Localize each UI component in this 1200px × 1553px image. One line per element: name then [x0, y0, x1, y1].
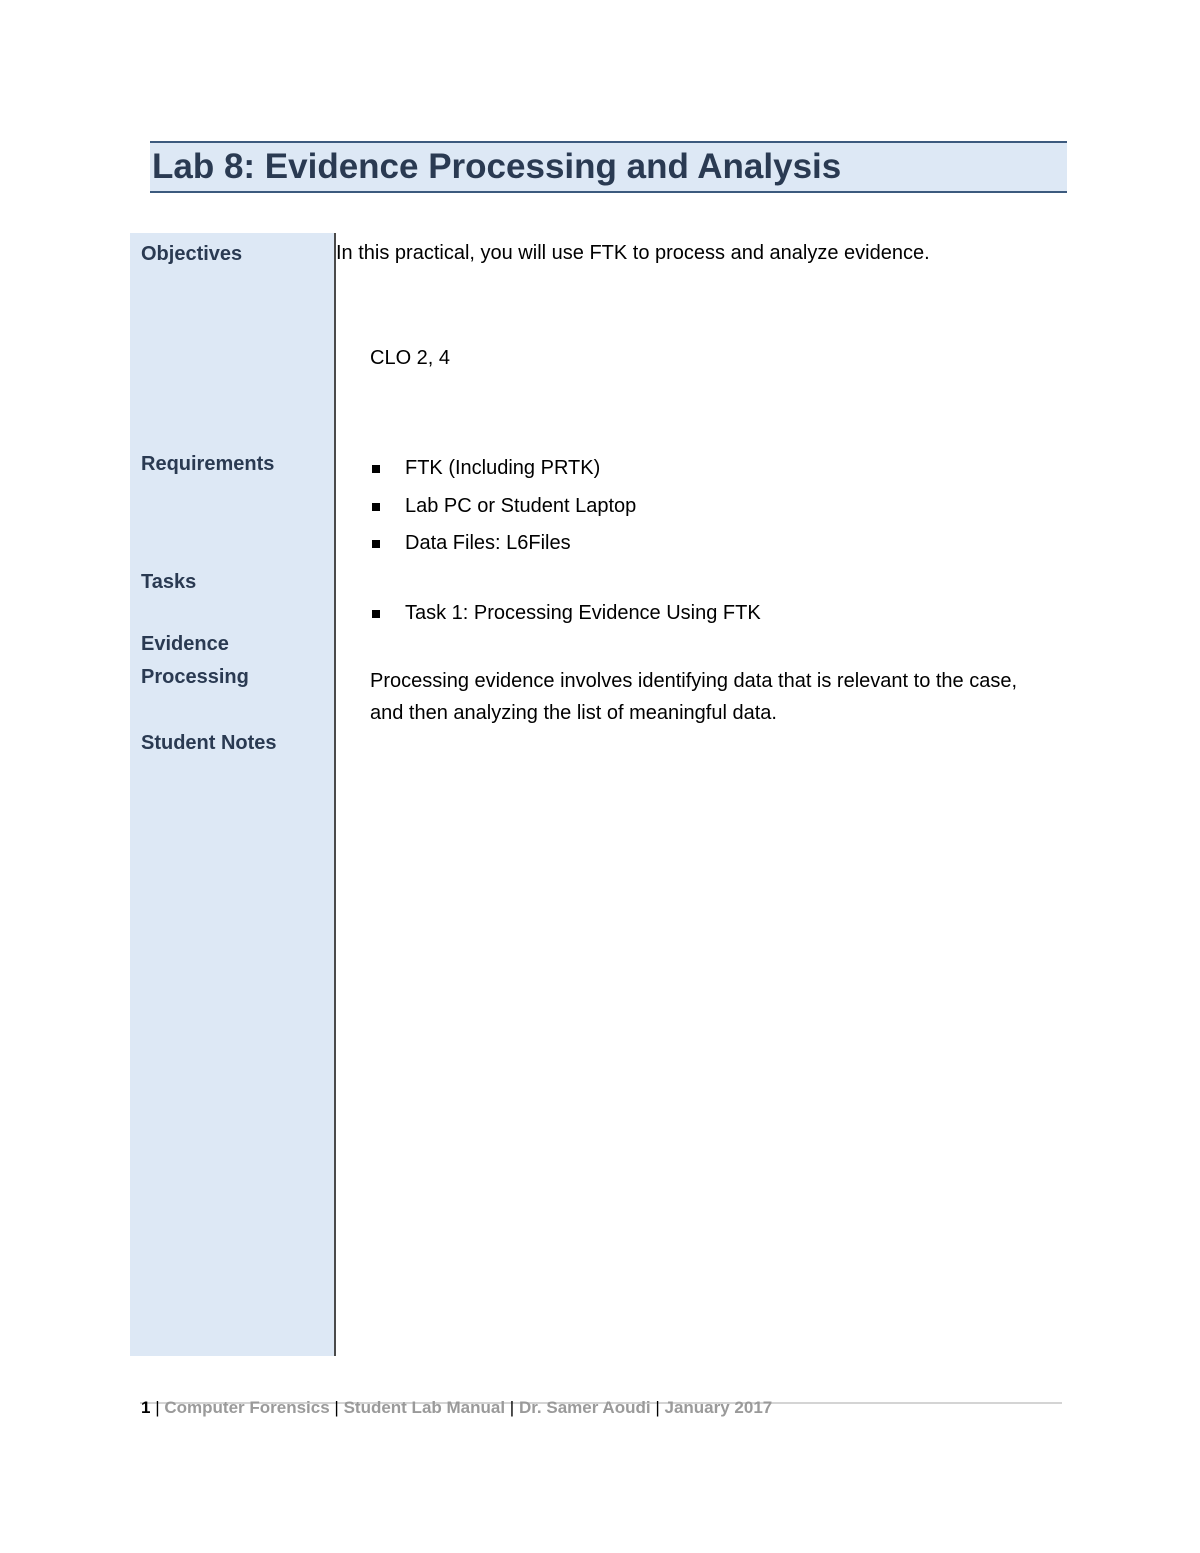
page-number: 1 [141, 1398, 151, 1417]
footer-separator: | [655, 1398, 660, 1417]
sidebar-label-tasks: Tasks [141, 571, 197, 593]
bullet-icon [372, 503, 380, 511]
footer-separator: | [509, 1398, 515, 1417]
clo-text: CLO 2, 4 [370, 347, 451, 369]
sidebar-label-evidence: Evidence [141, 633, 229, 655]
sidebar-label-student-notes: Student Notes [141, 732, 277, 754]
page-title: Lab 8: Evidence Processing and Analysis [152, 147, 842, 186]
bullet-icon [372, 540, 380, 548]
sidebar-label-objectives: Objectives [141, 243, 243, 265]
requirement-item: Data Files: L6Files [405, 532, 571, 554]
sidebar [130, 233, 336, 1356]
bullet-icon [372, 610, 380, 618]
footer-course: Computer Forensics [164, 1398, 330, 1417]
footer-manual: Student Lab Manual [343, 1398, 506, 1417]
title-banner [150, 141, 1067, 193]
sidebar-label-processing: Processing [141, 666, 249, 688]
footer-author: Dr. Samer Aoudi [518, 1398, 651, 1417]
task-item: Task 1: Processing Evidence Using FTK [405, 602, 761, 624]
requirement-item: FTK (Including PRTK) [405, 457, 601, 479]
footer-separator: | [155, 1398, 160, 1417]
sidebar-label-requirements: Requirements [141, 453, 275, 475]
footer-separator: | [334, 1398, 339, 1417]
bullet-icon [372, 465, 380, 473]
objectives-text: In this practical, you will use FTK to process and analyze evidence. [336, 242, 930, 264]
footer-date: January 2017 [664, 1398, 773, 1417]
page-footer [141, 1398, 772, 1418]
requirement-item: Lab PC or Student Laptop [405, 495, 637, 517]
evidence-paragraph: Processing evidence involves identifying data that is relevant to the case, and then analyzing the list of meaningful data. [370, 670, 1018, 724]
